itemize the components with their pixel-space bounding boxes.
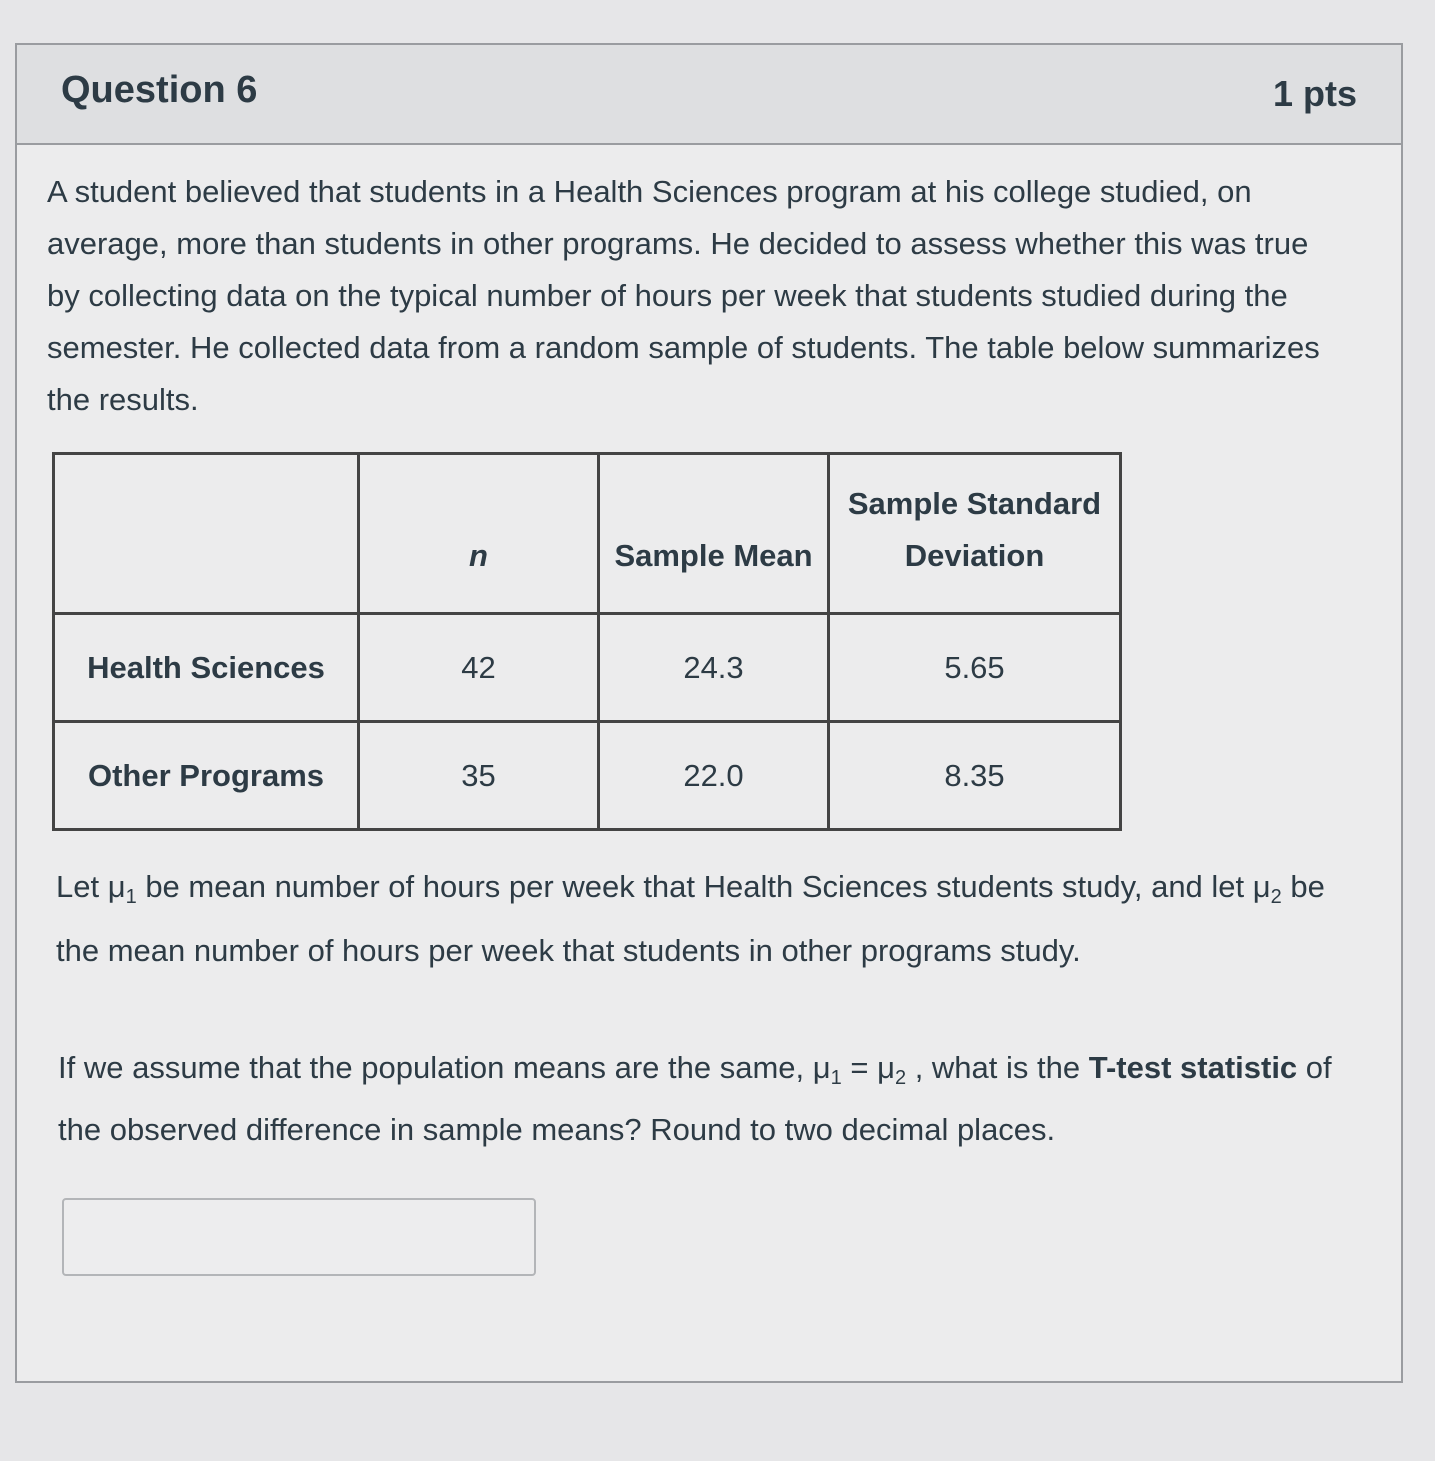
prompt-sub-2: 2 — [894, 1067, 907, 1089]
prompt-bold: T-test statistic — [1088, 1050, 1298, 1085]
prompt-text-2: = μ — [841, 1050, 895, 1085]
mu-sub-1: 1 — [125, 886, 137, 908]
cell-n: 42 — [359, 614, 599, 722]
table-header-sd: Sample Standard Deviation — [829, 454, 1121, 614]
table-row — [54, 614, 1121, 722]
question-intro: A student believed that students in a Health Sciences program at his college studied, on average, more than students in other programs. He decided to assess whether this was true by collecting data on the typical number of hours per week that students studied during the semester. He collected data from a random sample of students. The table below summarizes the results. — [47, 174, 1320, 417]
row-label: Health Sciences — [54, 614, 359, 722]
table-header-mean: Sample Mean — [599, 454, 829, 614]
table-header-n-label: n — [469, 538, 488, 573]
question-prompt — [58, 1042, 1348, 1156]
table-header-blank — [54, 454, 359, 614]
question-header — [17, 45, 1401, 145]
prompt-text-4: of the observed difference in sample means? Round to two decimal places. — [58, 1050, 1332, 1147]
mu-text-1: Let μ — [56, 869, 126, 904]
mu-text-3: be the mean number of hours per week that students in other programs study. — [56, 869, 1325, 968]
cell-mean: 22.0 — [599, 722, 829, 830]
summary-table — [52, 452, 1122, 831]
cell-sd: 8.35 — [829, 722, 1121, 830]
question-points: 1 pts — [1272, 73, 1357, 114]
cell-sd: 5.65 — [829, 614, 1121, 722]
row-label: Other Programs — [54, 722, 359, 830]
cell-n: 35 — [359, 722, 599, 830]
mu-text-2: be mean number of hours per week that Health Sciences students study, and let μ — [136, 869, 1271, 904]
table-header-row — [54, 454, 1121, 614]
answer-input[interactable] — [62, 1198, 536, 1276]
question-title: Question 6 — [61, 69, 258, 111]
table-header-n — [359, 454, 599, 614]
prompt-text-1: If we assume that the population means are the same, μ — [58, 1050, 831, 1085]
mu-sub-2: 2 — [1270, 886, 1282, 908]
cell-mean: 24.3 — [599, 614, 829, 722]
prompt-sub-1: 1 — [830, 1067, 842, 1089]
mu-definition — [56, 860, 1336, 978]
table-row — [54, 722, 1121, 830]
prompt-text-3: , what is the — [906, 1050, 1089, 1085]
